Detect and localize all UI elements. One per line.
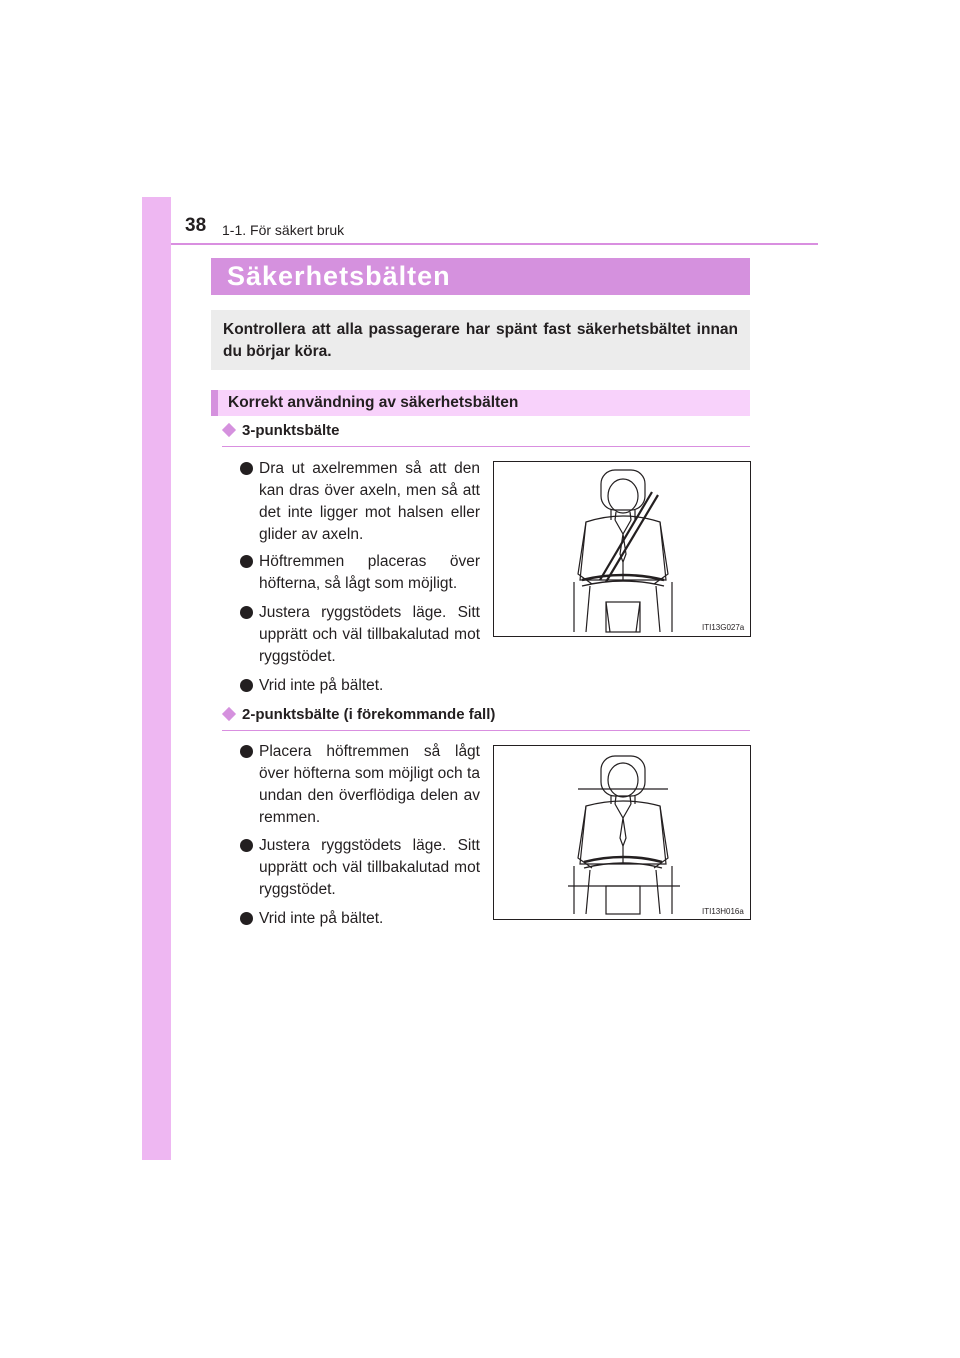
list-item	[240, 835, 480, 901]
list-item	[240, 908, 480, 930]
diamond-icon	[222, 707, 236, 721]
figure-code: ITI13H016a	[702, 907, 744, 916]
diamond-icon	[222, 423, 236, 437]
list-item	[240, 458, 480, 546]
two-point-belt-illustration	[493, 745, 751, 920]
bullet-text: Dra ut axelremmen så att den kan dras över axeln, men så att det inte ligger mot halsen eller glider av axeln.	[259, 460, 480, 543]
three-point-title: 3-punktsbälte	[242, 422, 340, 439]
page-title: Säkerhetsbälten	[227, 261, 451, 291]
bullet-text: Justera ryggstödets läge. Sitt upprätt och väl tillbakalutad mot ryggstödet.	[259, 604, 480, 665]
bullet-icon	[240, 462, 253, 475]
intro-text: Kontrollera att alla passagerare har spänt fast säkerhetsbältet innan du börjar köra.	[223, 321, 738, 360]
three-point-belt-illustration	[493, 461, 751, 637]
bullet-icon	[240, 745, 253, 758]
bullet-icon	[240, 839, 253, 852]
subheading: Korrekt användning av säkerhetsbälten	[228, 394, 519, 411]
bullet-icon	[240, 912, 253, 925]
header-divider	[171, 243, 818, 245]
bullet-icon	[240, 606, 253, 619]
bullet-text: Placera höftremmen så lågt över höfterna som möjligt och ta undan den överflödiga delen av remmen.	[259, 743, 480, 826]
bullet-text: Vrid inte på bältet.	[259, 910, 384, 927]
section-label: 1-1. För säkert bruk	[222, 222, 345, 238]
three-point-heading	[222, 422, 750, 447]
title-bar	[211, 258, 750, 295]
list-item	[240, 602, 480, 668]
bullet-text: Justera ryggstödets läge. Sitt upprätt och väl tillbakalutad mot ryggstödet.	[259, 837, 480, 898]
two-point-title: 2-punktsbälte (i förekommande fall)	[242, 706, 496, 723]
two-point-heading	[222, 706, 750, 731]
page-number: 38	[185, 215, 207, 236]
side-tab	[142, 197, 171, 1160]
list-item	[240, 741, 480, 829]
bullet-text: Vrid inte på bältet.	[259, 677, 384, 694]
bullet-text: Höftremmen placeras över höfterna, så lågt som möjligt.	[259, 553, 480, 592]
intro-box	[211, 310, 750, 370]
subheading-bar	[211, 390, 750, 416]
list-item	[240, 551, 480, 595]
bullet-icon	[240, 679, 253, 692]
list-item	[240, 675, 480, 697]
figure-code: ITI13G027a	[702, 623, 745, 632]
bullet-icon	[240, 555, 253, 568]
